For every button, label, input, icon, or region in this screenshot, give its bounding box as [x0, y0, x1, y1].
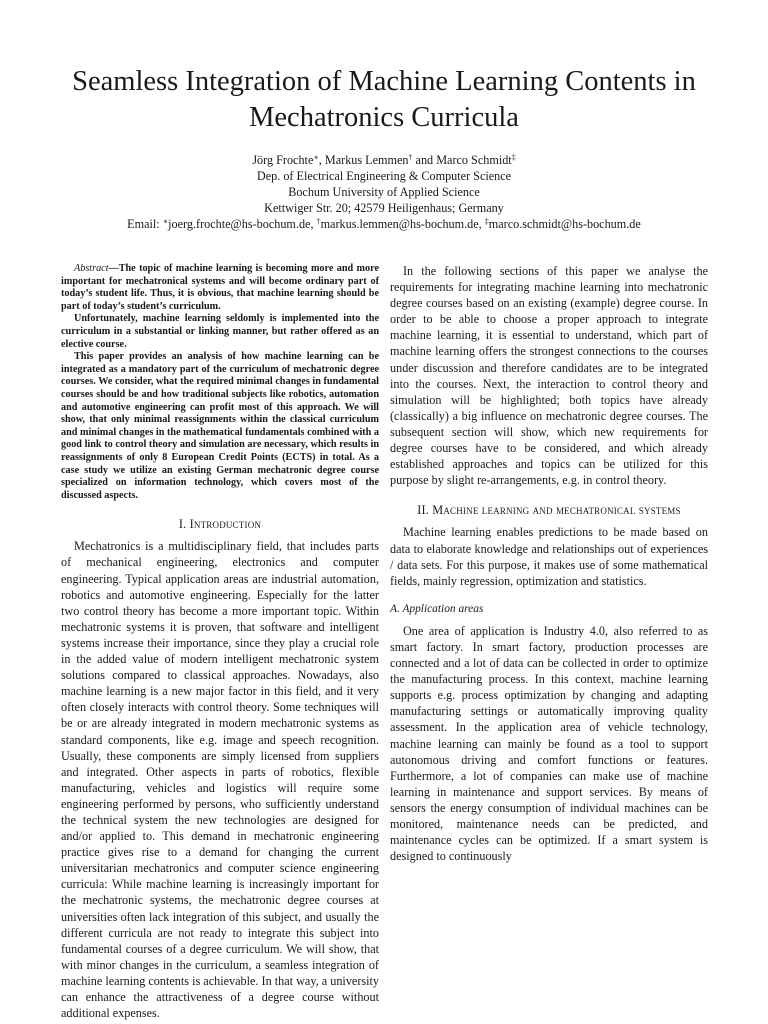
left-column — [61, 263, 379, 1021]
body-paragraph: In the following sections of this paper we analyse the requirements for integrating machine learning into mechatronic degree courses based on an existing (example) degree course. In order to be able to choose a proper approach to integrate machine learning, it is essential to understand, which part of machine learning offers the strongest connections to the courses under discussion and therefore candidates are to be integrated into the courses. Next, the interaction to control theory and simulation will be highlighted; both topics have already (classically) a big influence on mechatronic degree courses. The subsequent section will show, which new requirements for degree courses have to be considered, and which already established approaches and topics can be utilized for this purpose by slight re-arrangements, e.g. in control theory. — [390, 264, 708, 488]
abstract-paragraph: This paper provides an analysis of how machine learning can be integrated as a mandatory part of the curriculum of mechatronic degree courses. We consider, what the required minimal changes in fundamental courses should be and how traditional subjects like robotics, automation and automotive engineering can profit most of this approach. We will show, that only minimal reassignments within the classical curriculum and minimal changes in the mathematical fundamentals combined with a good link to control theory and simulation are necessary, which results in reassignments of only 8 European Credit Points (ECTS) in total. As a case study we utilize an existing German mechatronic degree course specialized on information technology, which covers most of the discussed aspects. — [61, 351, 379, 501]
author-3: Marco Schmidt — [436, 153, 512, 167]
author-separator: , — [318, 153, 325, 167]
author-separator: and — [412, 153, 437, 167]
email-1-mark: ∗ — [162, 217, 169, 226]
email-1: joerg.frochte@hs-bochum.de, — [168, 217, 317, 231]
author-block — [40, 152, 728, 232]
abstract-label: Abstract — [74, 263, 109, 274]
author-2-mark: † — [408, 153, 413, 162]
body-paragraph: One area of application is Industry 4.0, also referred to as smart factory. In smart factory, production processes are connected and a lot of data can be collected in order to optimize the manufacturing process. In this context, machine learning supports e.g. process optimization by changing and adapting manufacturing settings or automatically improving quality assessment. In the application area of vehicle technology, machine learning can mainly be found as a tool to support autonomous driving and comfort functions or features. Furthermore, a lot of companies can make use of machine learning in maintenance and support services. By means of sensors the energy consumption of individual machines can be monitored, maintenance needs can be predicted, and maintenance cycles can be optimized. If a smart system is designed to continuously — [390, 623, 708, 864]
paper-title: Seamless Integration of Machine Learning Contents in Mechatronics Curricula — [72, 66, 696, 133]
email-label: Email: — [127, 217, 163, 231]
author-names — [40, 152, 728, 168]
address: Kettwiger Str. 20; 42579 Heiligenhaus; Germany — [264, 201, 504, 215]
body-paragraph: Mechatronics is a multidisciplinary field, that includes parts of mechanical engineering, electronics and computer engineering. Typical application areas are industrial automation, robotics and automotive engineering. Especially for the latter two control theory has become a more important topic. Within mechatronic systems it is proven, that software and intelligent systems increase their importance, since they play a crucial role in the added value of modern intelligent mechatronic system solutions compared to classical approaches. Nowadays, also machine learning is a new major factor in this field, and it very often closely interacts with control theory. Some techniques will be or are already integrated in modern mechatronic systems as standard components, like e.g. image and speech recognition. Usually, these components are simply licensed from suppliers and integrated. Other aspects in parts of robotics, flexible manufacturing, vehicles and logistics will require some engineering performed by persons, who sufficiently understand the technical system the new technologies are designed for and/or applied to. This demand in mechatronic engineering practice gives rise to a demand for changing the current universitarian mechatronics and computer science engineering curricula: While machine learning is increasingly important for the mechatronic systems, the mechatronic degree courses at universities often lack integration of this subject, and usually the different curricula are not ready to integrate this subject into fundamental courses of a degree curriculum. We will show, that with minor changes in the curriculum, a seamless integration of machine learning contents is achievable. In that way, a university can enhance the attractiveness of a degree course without additional expenses. — [61, 539, 379, 1021]
email-2-mark: † — [316, 217, 321, 226]
right-column — [390, 263, 708, 943]
email-3: marco.schmidt@hs-bochum.de — [488, 217, 641, 231]
section-heading: II. Machine learning and mechatronical systems — [417, 503, 681, 518]
university: Bochum University of Applied Science — [288, 185, 480, 199]
section-heading: I. Introduction — [178, 517, 262, 532]
author-2: Markus Lemmen — [324, 153, 409, 167]
author-3-mark: ‡ — [511, 153, 516, 162]
email-3-mark: ‡ — [484, 217, 489, 226]
abstract — [61, 263, 379, 502]
abstract-text: —The topic of machine learning is becoming more and more important for mechatronical systems and will become ordinary part of today’s student life. Thus, it is obvious, that machine learning should be part of today’s student’s curriculum. — [61, 263, 379, 312]
author-1-mark: ∗ — [313, 153, 319, 162]
department: Dep. of Electrical Engineering & Computer Science — [256, 169, 512, 183]
abstract-paragraph: Unfortunately, machine learning seldomly is implemented into the curriculum in a substantial or linking manner, but rather offered as an elective course. — [61, 313, 379, 350]
abstract-paragraph — [61, 263, 379, 313]
subsection-heading: A. Application areas — [390, 602, 484, 615]
author-1: Jörg Frochte — [252, 153, 314, 167]
body-paragraph: Machine learning enables predictions to be made based on data to elaborate knowledge and relationships out of experiences / data sets. For this purpose, it makes use of some mathematical fields, mainly regression, optimization and statistics. — [390, 525, 708, 588]
email-2: markus.lemmen@hs-bochum.de, — [320, 217, 485, 231]
email-line — [40, 216, 728, 232]
